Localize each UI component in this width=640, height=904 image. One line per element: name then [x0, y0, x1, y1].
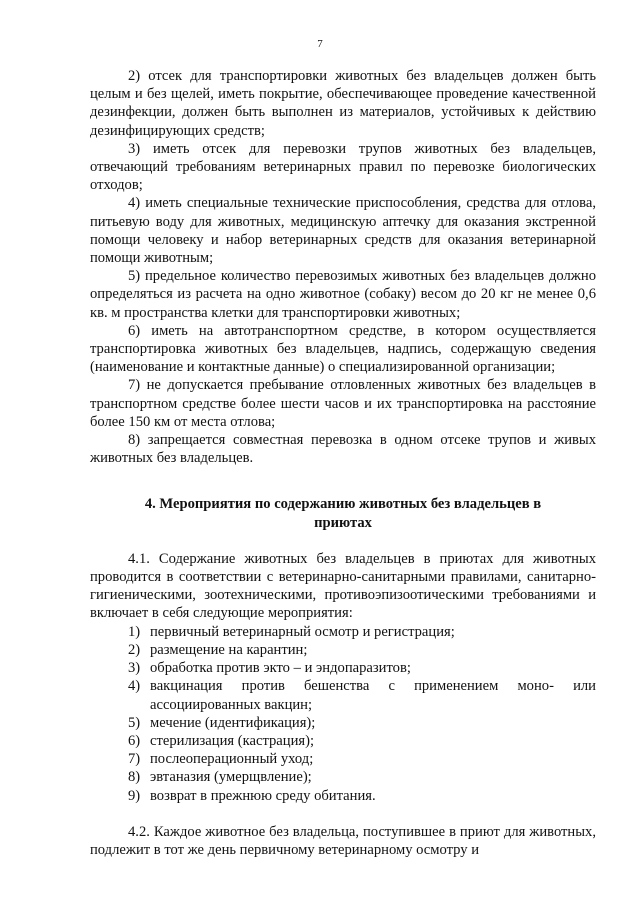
- list-text: мечение (идентификация);: [150, 714, 316, 731]
- page-number: 7: [317, 38, 323, 50]
- list-number: 8): [128, 769, 141, 786]
- list-item: [90, 641, 596, 659]
- list-text: эвтаназия (умерщвление);: [150, 769, 312, 786]
- list-item: [90, 768, 596, 786]
- list-item: [90, 659, 596, 677]
- document-body: [90, 67, 596, 859]
- list-number: 3): [128, 660, 141, 677]
- list-text: обработка против экто – и эндопаразитов;: [150, 660, 411, 677]
- list-item: [90, 732, 596, 750]
- list-number: 7): [128, 751, 141, 768]
- paragraph-item-2: 2) отсек для транспортировки животных без владельцев должен быть целым и без щелей, иметь покрытие, обеспечивающее проведение качественной дезинфекции, должен быть выполнен из материалов, устойчивых к действию дезинфицирующих средств;: [90, 68, 596, 139]
- paragraph-4-2: 4.2. Каждое животное без владельца, поступившее в приют для животных, подлежит в тот же день первичному ветеринарному осмотру и: [90, 823, 596, 858]
- section-heading: 4. Мероприятия по содержанию животных без владельцев в приютах: [144, 496, 542, 531]
- list-item: [90, 623, 596, 641]
- list-number: 5): [128, 714, 141, 731]
- list-text: вакцинация против бешенства с применением моно- или ассоциированных вакцин;: [150, 678, 596, 713]
- paragraph-4-1: 4.1. Содержание животных без владельцев в приютах для животных проводится в соответствии с ветеринарно-санитарными правилами, санитарно-гигиеническими, зоотехническими, противоэпизоотическими требованиями и включает в себя следующие мероприятия:: [90, 550, 596, 622]
- list-number: 9): [128, 787, 141, 804]
- list-item: [90, 750, 596, 768]
- list-number: 4): [128, 678, 141, 695]
- paragraph-item-7: 7) не допускается пребывание отловленных животных без владельцев в транспортном средстве более шести часов и их транспортировка на расстояние более 150 км от места отлова;: [90, 377, 596, 430]
- paragraph-item-3: 3) иметь отсек для перевозки трупов животных без владельцев, отвечающий требованиям ветеринарных правил по перевозке биологических отходов;: [90, 140, 596, 194]
- list-item: [90, 787, 596, 805]
- spacer: [90, 532, 596, 550]
- list-number: 2): [128, 641, 141, 658]
- list-text: стерилизация (кастрация);: [150, 732, 315, 749]
- list-item: [90, 677, 596, 713]
- list-text: первичный ветеринарный осмотр и регистрация;: [150, 623, 455, 640]
- list-text: послеоперационный уход;: [150, 751, 314, 768]
- list-text: размещение на карантин;: [150, 641, 308, 658]
- paragraph-item-6: 6) иметь на автотранспортном средстве, в котором осуществляется транспортировка животных без владельцев, надпись, содержащую сведения (наименование и контактные данные) о специализированной организации;: [90, 322, 596, 376]
- list-number: 6): [128, 732, 141, 749]
- list-number: 1): [128, 623, 141, 640]
- measures-list: [90, 623, 596, 805]
- paragraph-item-5: 5) предельное количество перевозимых животных без владельцев должно определяться из расчета на одно животное (собаку) весом до 20 кг не менее 0,6 кв. м пространства клетки для транспортировки животных;: [90, 268, 596, 321]
- paragraph-item-8: 8) запрещается совместная перевозка в одном отсеке трупов и живых животных без владельцев.: [90, 432, 596, 467]
- list-item: [90, 714, 596, 732]
- paragraph-item-4: 4) иметь специальные технические приспособления, средства для отлова, питьевую воду для животных, медицинскую аптечку для оказания экстренной помощи человеку и набор ветеринарных средств для оказания ветеринарной помощи животным;: [90, 195, 596, 267]
- list-text: возврат в прежнюю среду обитания.: [150, 787, 376, 804]
